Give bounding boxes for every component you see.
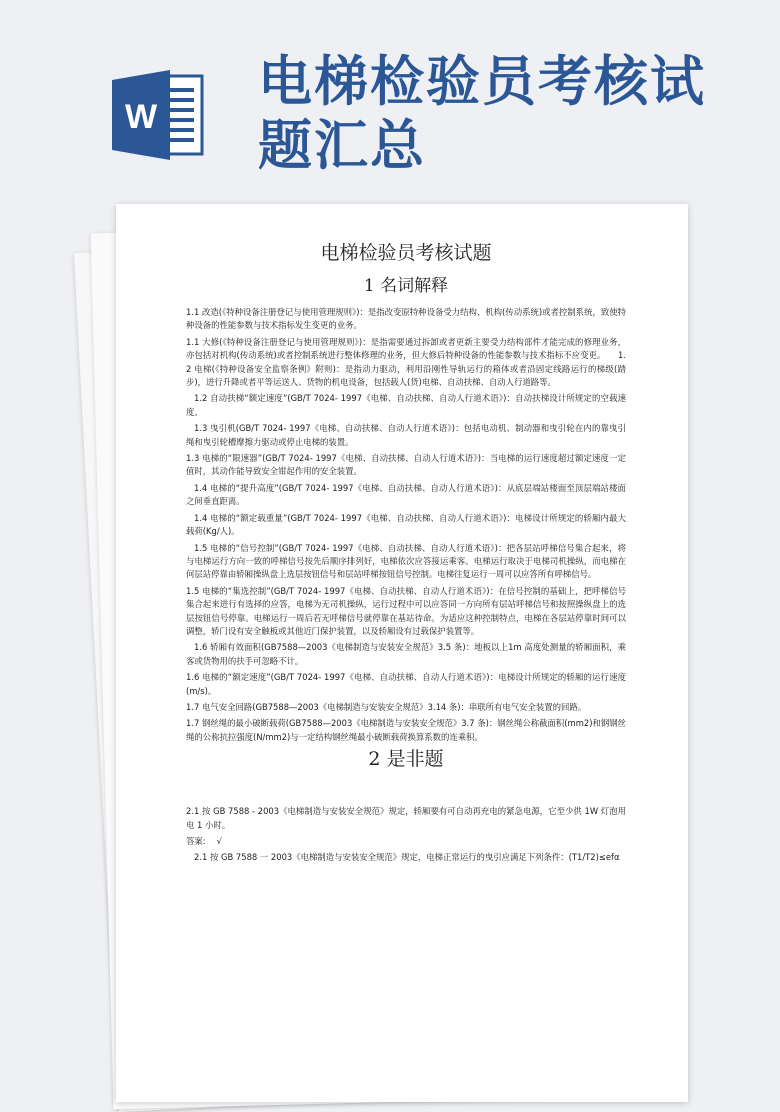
document-content: [186, 240, 626, 868]
section-heading: 1 名词解释: [363, 276, 449, 296]
question-paragraph: 2.1 按 GB 7588 一 2003《电梯制造与安装安全规范》规定，电梯正常运行的曳引应满足下列条件：(T1/T2)≤efα: [194, 852, 620, 863]
definition-paragraph: 1.3 曳引机(GB/T 7024- 1997《电梯、自动扶梯、自动人行道术语》)：包括电动机、制动器和曳引轮在内的靠曳引绳和曳引轮槽摩擦力驱动或停止电梯的装置。: [186, 423, 626, 447]
definition-paragraph: 1.7 钢丝绳的最小破断载荷(GB7588—2003《电梯制造与安装安全规范》3.7 条)：钢丝绳公称截面积(mm2)和钢钢丝绳的公称抗拉强度(N/mm2)与一定结构钢丝绳最小破断载荷换算系数的连乘积。: [186, 718, 626, 742]
definition-paragraph: 1.5 电梯的“集选控制”(GB/T 7024- 1997《电梯、自动扶梯、自动人行道术语》)：在信号控制的基础上，把呼梯信号集合起来进行有选择的应答，电梯为无司机操纵，运行过程中可以应答同一方向所有层站呼梯信号和按照操纵盘上的选层按钮信号停靠。电梯运行一周后若无呼梯信号就停靠在基站待命。为适应这种控制特点，电梯在各层站停靠时间可以调整，轿门设有安全触板或其他近门保护装置，以及轿厢设有过载保护装置等。: [186, 585, 626, 636]
section-heading: 2 是非题: [368, 748, 444, 771]
definition-paragraph: 1.4 电梯的“额定载重量”(GB/T 7024- 1997《电梯、自动扶梯、自动人行道术语》)：电梯设计所规定的轿厢内最大载荷(Kg/人)。: [186, 512, 626, 537]
document-title: 电梯检验员考核试题: [320, 242, 492, 264]
question-paragraph: 2.1 按 GB 7588 - 2003《电梯制造与安装安全规范》规定，轿厢要有可自动再充电的紧急电源，它至少供 1W 灯泡用电 1 小时。: [186, 806, 626, 830]
definition-paragraph: 1.6 电梯的“额定速度”(GB/T 7024- 1997《电梯、自动扶梯、自动人行道术语》)：电梯设计所规定的轿厢的运行速度(m/s)。: [186, 672, 626, 696]
word-document-icon: [110, 66, 208, 164]
hero-title: 电梯检验员考核试题汇总: [258, 50, 706, 177]
definition-paragraph: 1.1 改造(《特种设备注册登记与使用管理规则》)：是指改变原特种设备受力结构、机构(传动系统)或者控制系统，致使特种设备的性能参数与技术指标发生变更的业务。: [186, 307, 626, 331]
definition-paragraph: 1.7 电气安全回路(GB7588—2003《电梯制造与安装安全规范》3.14 条)：串联所有电气安全装置的回路。: [186, 701, 587, 712]
definition-paragraph: 1.1 大修(《特种设备注册登记与使用管理规则》)：是指需要通过拆卸或者更新主要受力结构部件才能完成的修理业务，亦包括对机构(传动系统)或者控制系统进行整体修理的业务，但大修后特种设备的性能参数与技术指标不应变更。 1.2 电梯(《特种设备安全监察条例》附则)：是指动力驱动，利用沿刚性导轨运行的箱体或者沿固定线路运行的梯级(踏步)，进行升降或者平等运送人、货物的机电设备，包括载人(货)电梯、自动扶梯、自动人行道路等。: [186, 336, 626, 388]
definition-paragraph: 1.5 电梯的“信号控制”(GB/T 7024- 1997《电梯、自动扶梯、自动人行道术语》)：把各层站呼梯信号集合起来，将与电梯运行方向一致的呼梯信号按先后顺序排列好，电梯依次应答接运乘客。电梯运行取决于电梯司机操纵，而电梯在何层站停靠由轿厢操纵盘上选层按钮信号和层站呼梯按钮信号控制。电梯往复运行一周可以应答所有呼梯信号。: [186, 542, 626, 580]
definition-paragraph: 1.4 电梯的“提升高度”(GB/T 7024- 1997《电梯、自动扶梯、自动人行道术语》)：从底层端站楼面至顶层端站楼面之间垂直距离。: [186, 482, 626, 507]
definition-paragraph: 1.3 电梯的“限速器”(GB/T 7024- 1997《电梯、自动扶梯、自动人行道术语》)：当电梯的运行速度超过额定速度一定值时，其动作能导致安全钳起作用的安全装置。: [186, 453, 626, 477]
svg-text:W: W: [124, 98, 158, 136]
answer-text: 答案: √: [186, 836, 222, 846]
definition-paragraph: 1.6 轿厢有效面积(GB7588—2003《电梯制造与安装安全规范》3.5 条)：地板以上1m 高度处测量的轿厢面积，乘客或货物用的扶手可忽略不计。: [186, 642, 626, 666]
definition-paragraph: 1.2 自动扶梯“额定速度”(GB/T 7024- 1997《电梯、自动扶梯、自动人行道术语》)：自动扶梯设计所规定的空载速度。: [186, 393, 626, 417]
document-page: [116, 204, 688, 1102]
